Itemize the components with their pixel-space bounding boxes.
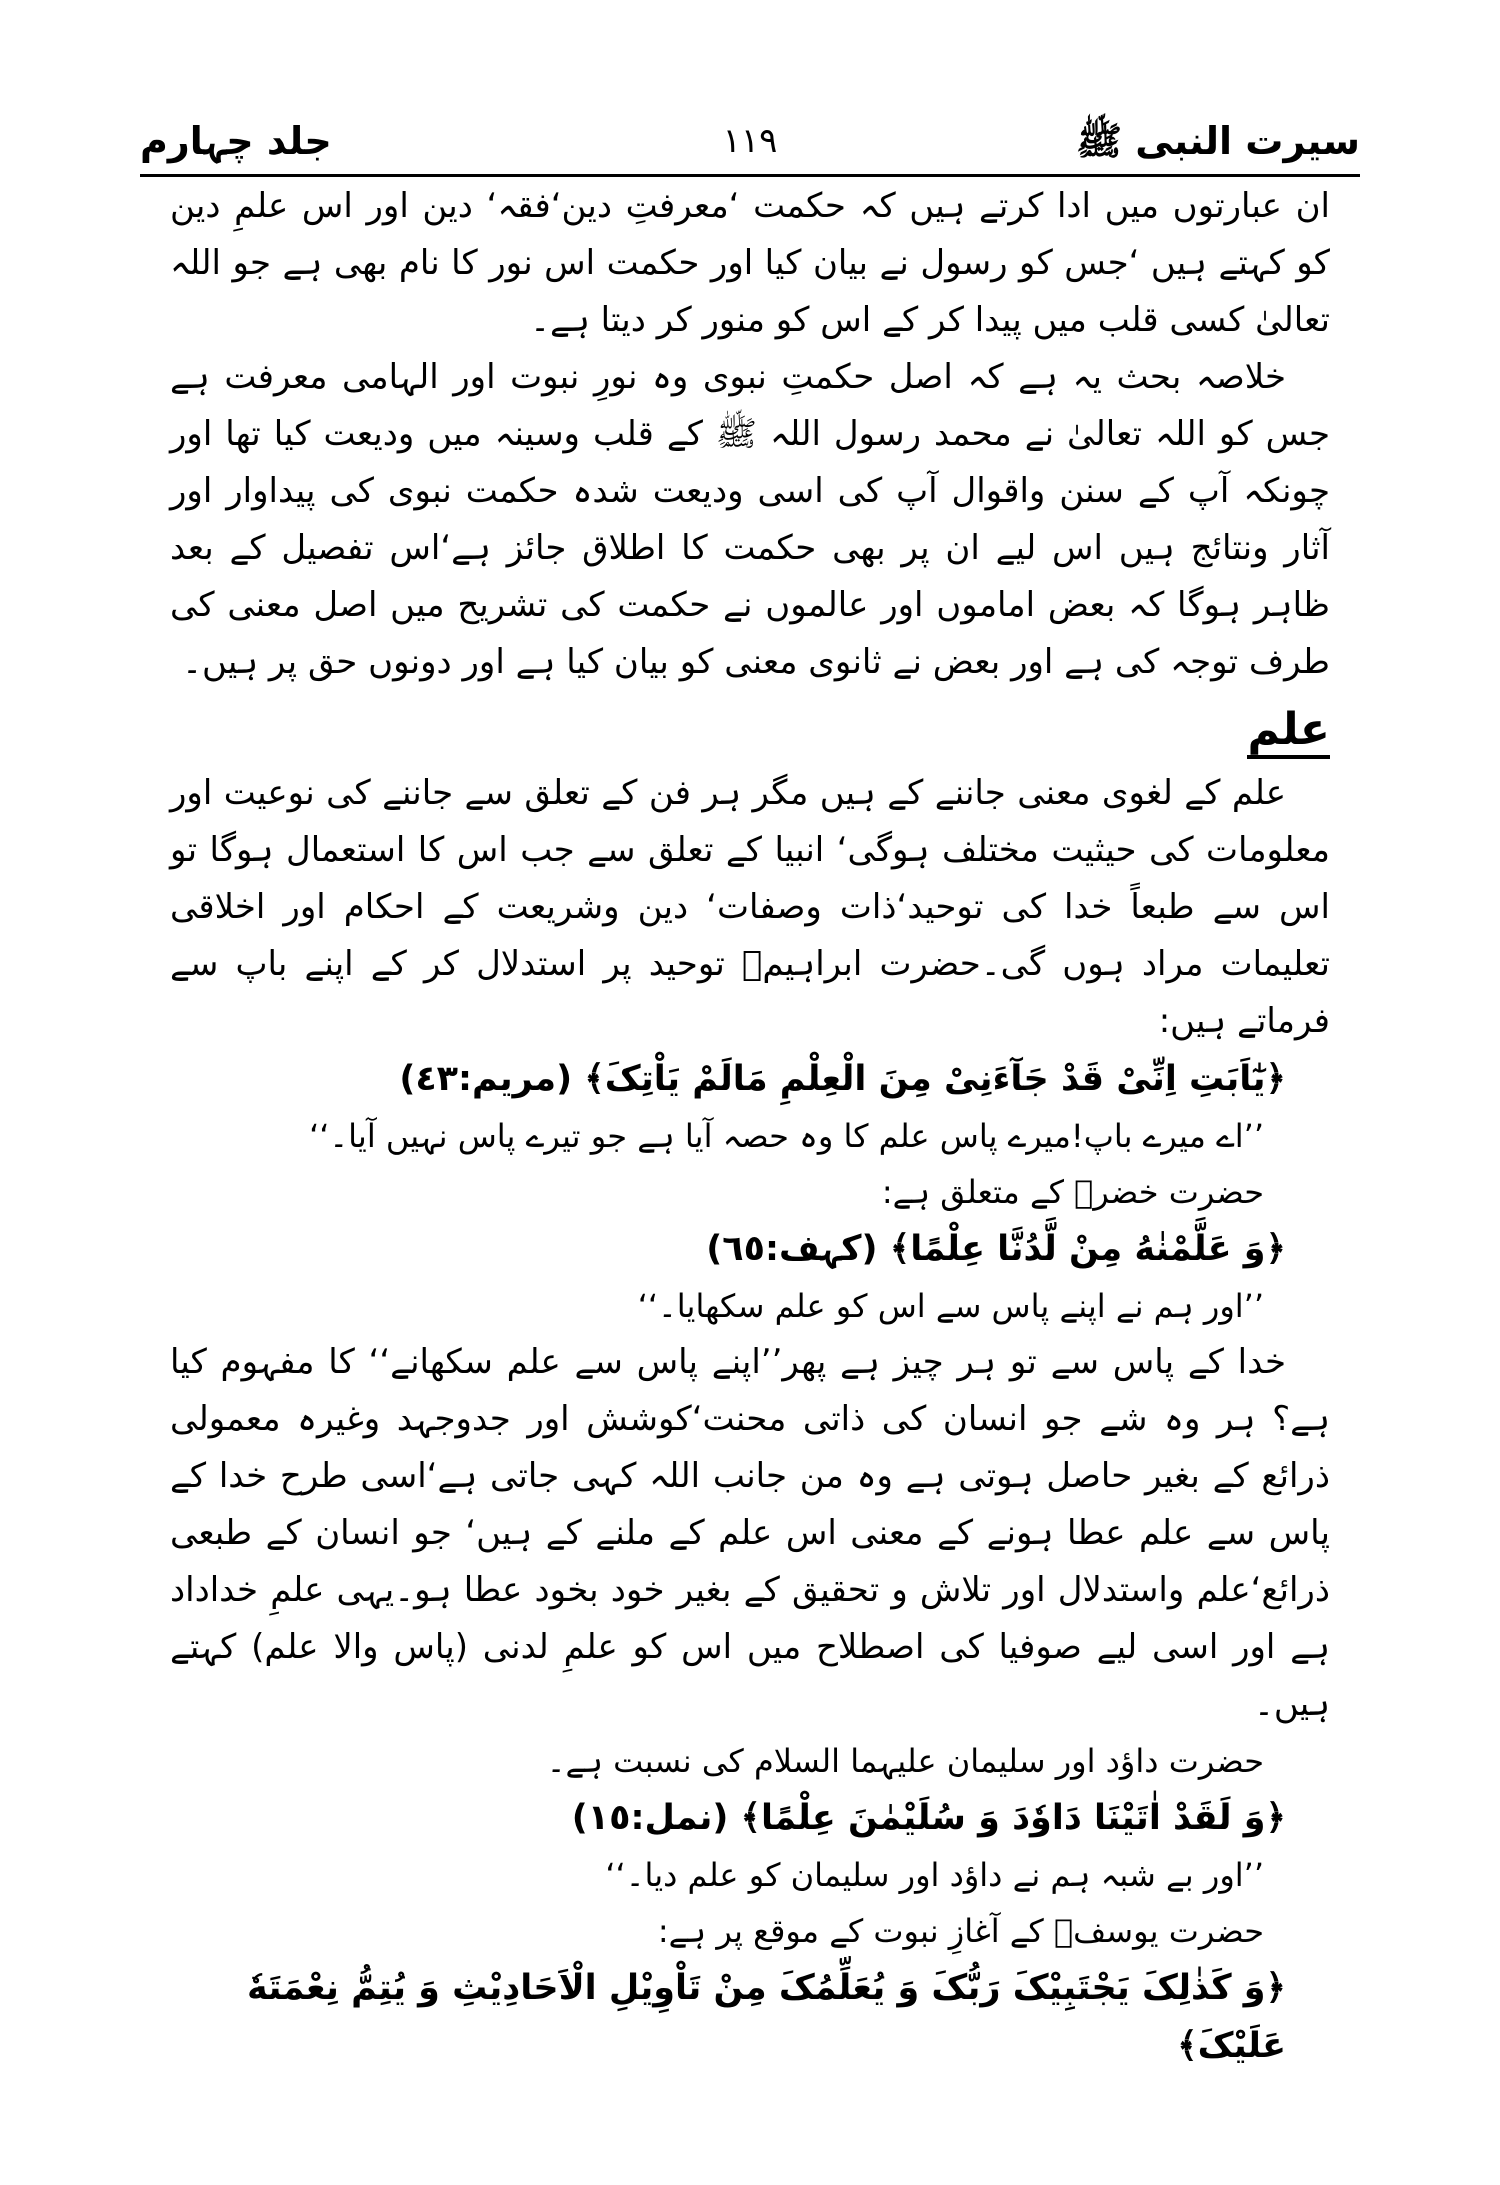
paragraph: خلاصہ بحث یہ ہے کہ اصل حکمتِ نبوی وہ نورِ نبوت اور الہامی معرفت ہے جس کو اللہ تعالیٰ نے محمد رسول اللہ ﷺ کے قلب وسینہ میں ودیعت کیا تھا اور چونکہ آپ کے سنن واقوال آپ کی اسی ودیعت شدہ حکمت نبوی کی پیداوار اور آثار ونتائج ہیں اس لیے ان پر بھی حکمت کا اطلاق جائز ہے‘اس تفصیل کے بعد ظاہر ہوگا کہ بعض اماموں اور عالموں نے حکمت کی تشریح میں اصل معنی کی طرف توجہ کی ہے اور بعض نے ثانوی معنی کو بیان کیا ہے اور دونوں حق پر ہیں۔ [170,357,1330,682]
quran-verse: ﴿وَ عَلَّمْنٰهُ مِنْ لَّدُنَّا عِلْمًا﴾ (کہف:٦٥) [706,1229,1286,1269]
verse-intro: حضرت یوسفؑ کے آغازِ نبوت کے موقع پر ہے: [657,1912,1264,1950]
verse-intro: حضرت داؤد اور سلیمان علیہما السلام کی نسبت ہے۔ [546,1742,1264,1780]
page-header [140,112,1360,177]
volume-label: جلد چہارم [140,119,332,163]
page-number: ١١٩ [722,121,778,161]
page-body [170,178,1330,2075]
verse-translation: ’’اے میرے باپ!میرے پاس علم کا وہ حصہ آیا ہے جو تیرے پاس نہیں آیا۔‘‘ [309,1117,1264,1155]
quran-verse: ﴿وَ لَقَدْ اٰتَیْنَا دَاوٗدَ وَ سُلَیْمٰنَ عِلْمًا﴾ (نمل:١٥) [571,1798,1286,1838]
book-title: سیرت النبی ﷺ [1076,119,1360,163]
quran-verse: ﴿یٰٓاَبَتِ اِنِّیْ قَدْ جَآءَنِیْ مِنَ الْعِلْمِ مَالَمْ یَاْتِکَ﴾ (مریم:٤٣) [399,1059,1286,1099]
paragraph: ان عبارتوں میں ادا کرتے ہیں کہ حکمت ‘معرفتِ دین‘فقہ‘ دین اور اس علمِ دین کو کہتے ہیں ‘جس کو رسول نے بیان کیا اور حکمت اس نور کا نام بھی ہے جو اللہ تعالیٰ کسی قلب میں پیدا کر کے اس کو منور کر دیتا ہے۔ [170,186,1330,340]
verse-translation: ’’اور ہم نے اپنے پاس سے اس کو علم سکھایا۔‘‘ [637,1287,1264,1325]
section-heading: علم [170,695,1330,765]
verse-intro: حضرت خضرؑ کے متعلق ہے: [881,1173,1264,1211]
paragraph: علم کے لغوی معنی جاننے کے ہیں مگر ہر فن کے تعلق سے جاننے کی نوعیت اور معلومات کی حیثیت مختلف ہوگی‘ انبیا کے تعلق سے جب اس کا استعمال ہوگا تو اس سے طبعاً خدا کی توحید‘ذات وصفات‘ دین وشریعت کے احکام اور اخلاقی تعلیمات مراد ہوں گی۔حضرت ابراہیمؑ توحید پر استدلال کر کے اپنے باپ سے فرماتے ہیں: [170,773,1330,1041]
quran-verse: ﴿وَ کَذٰلِکَ یَجْتَبِیْکَ رَبُّکَ وَ یُعَلِّمُکَ مِنْ تَاْوِیْلِ الْاَحَادِیْثِ وَ یُتِمُّ نِعْمَتَهٗ عَلَیْکَ﴾ [247,1968,1286,2066]
verse-translation: ’’اور بے شبہ ہم نے داؤد اور سلیمان کو علم دیا۔‘‘ [605,1856,1264,1894]
paragraph: خدا کے پاس سے تو ہر چیز ہے پھر’’اپنے پاس سے علم سکھانے‘‘ کا مفہوم کیا ہے؟ ہر وہ شے جو انسان کی ذاتی محنت‘کوشش اور جدوجہد وغیرہ معمولی ذرائع کے بغیر حاصل ہوتی ہے وہ من جانب اللہ کہی جاتی ہے‘اسی طرح خدا کے پاس سے علم عطا ہونے کے معنی اس علم کے ملنے کے ہیں‘ جو انسان کے طبعی ذرائع‘علم واستدلال اور تلاش و تحقیق کے بغیر خود بخود عطا ہو۔یہی علمِ خداداد ہے اور اسی لیے صوفیا کی اصطلاح میں اس کو علمِ لدنی (پاس والا علم) کہتے ہیں۔ [170,1342,1330,1724]
